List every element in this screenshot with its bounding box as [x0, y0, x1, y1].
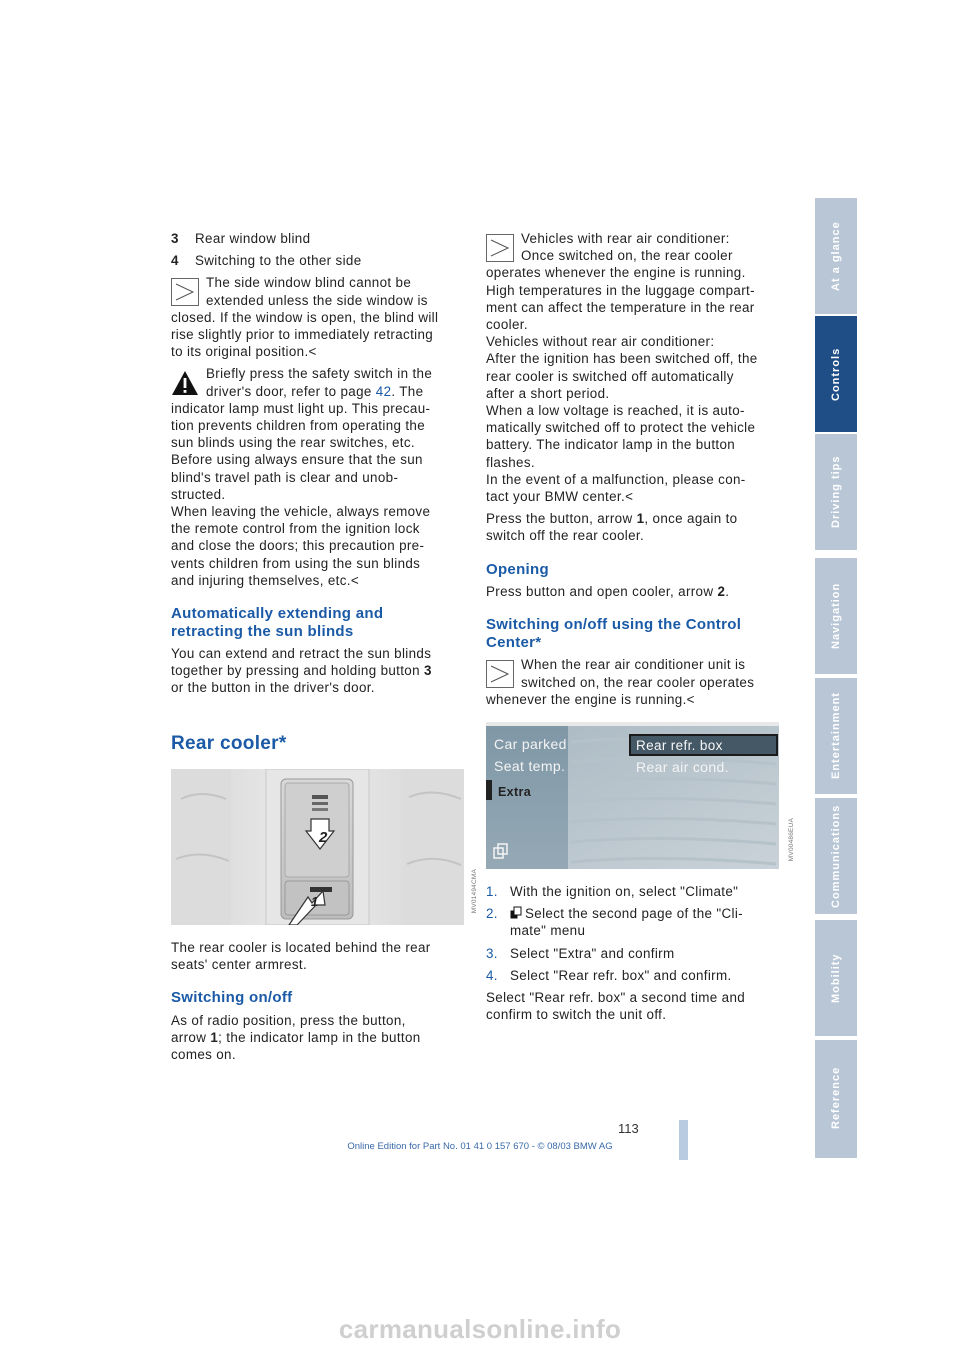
paragraph-text: comes on.	[171, 1046, 236, 1062]
step-number: 3.	[486, 945, 498, 961]
paragraph-text: As of radio position, press the button,	[171, 1012, 406, 1028]
paragraph	[486, 510, 778, 544]
step-text: mate" menu	[510, 923, 586, 939]
warning-text: structed.	[171, 486, 226, 502]
tab-mobility[interactable]	[815, 920, 857, 1038]
warning-text: sun blinds using the rear switches, etc.	[171, 435, 415, 451]
step-text: Select the second page of the "Cli-	[525, 906, 743, 922]
tab-controls[interactable]	[815, 316, 857, 434]
image-code: MV00486EUA	[788, 817, 795, 862]
tab-entertainment[interactable]	[815, 678, 857, 796]
page-number-bar	[679, 1120, 688, 1160]
step-text: Select "Rear refr. box" and confirm.	[510, 967, 732, 983]
warning-text: vents children from using the sun blinds	[171, 555, 421, 571]
paragraph	[486, 583, 778, 600]
list-item	[486, 945, 778, 962]
warning-block	[171, 365, 463, 589]
list-item	[171, 252, 463, 269]
note-arrow-icon	[171, 278, 199, 306]
note-text: Once switched on, the rear cooler	[521, 248, 733, 264]
note-block	[486, 656, 778, 708]
step-text: Select "Extra" and confirm	[510, 945, 675, 961]
tab-label: Driving tips	[830, 455, 842, 529]
warning-text: and injuring themselves, etc.<	[171, 572, 360, 588]
tab-label: Entertainment	[830, 692, 842, 780]
paragraph-text: Press the button, arrow	[486, 511, 637, 527]
list-number: 4	[171, 253, 179, 269]
note-text: closed. If the window is open, the blind will	[171, 309, 439, 325]
page-reference-link[interactable]: 42	[375, 383, 392, 399]
paragraph-text	[486, 510, 778, 527]
tab-at-a-glance[interactable]	[815, 198, 857, 316]
warning-text: tion prevents children from operating the	[171, 418, 426, 434]
note-text: switched on, the rear cooler operates	[521, 674, 755, 690]
image-code: MV01494CMA	[471, 868, 478, 913]
page-number: 113	[618, 1121, 639, 1136]
note-text: cooler.	[486, 317, 528, 333]
paragraph	[171, 645, 463, 697]
arrow-label-1: 1	[311, 893, 319, 909]
tab-driving-tips[interactable]	[815, 434, 857, 552]
paragraph-text: seats' center armrest.	[171, 956, 308, 972]
list-item	[486, 967, 778, 984]
note-text: flashes.	[486, 454, 535, 470]
list-text: Rear window blind	[195, 231, 311, 246]
list-item	[486, 883, 778, 900]
warning-text: the remote control from the ignition lock	[171, 521, 420, 537]
paragraph-text: confirm to switch the unit off.	[486, 1007, 667, 1023]
note-arrow-icon	[486, 234, 514, 262]
paragraph-text	[171, 662, 463, 679]
tab-label: Controls	[830, 347, 842, 401]
paragraph-text: switch off the rear cooler.	[486, 528, 645, 544]
watermark: carmanualsonline.info	[338, 1314, 622, 1344]
rear-cooler-illustration	[171, 769, 464, 925]
list-number: 3	[171, 231, 179, 246]
paragraph-text: You can extend and retract the sun blinds	[171, 646, 432, 662]
section-heading: Opening	[486, 560, 549, 578]
rear-cooler-image	[171, 769, 478, 925]
step-text	[510, 905, 743, 939]
paragraph-text: The rear cooler is located behind the rear	[171, 939, 431, 955]
note-text: to its original position.<	[171, 344, 317, 360]
paragraph	[171, 939, 463, 973]
step-number: 2.	[486, 906, 498, 922]
note-arrow-icon	[486, 660, 514, 688]
left-column	[171, 230, 478, 1068]
step-number: 1.	[486, 883, 498, 899]
note-text: extended unless the side window is	[206, 292, 428, 308]
control-center-screenshot	[486, 722, 779, 869]
note-text: In the event of a malfunction, please con-	[486, 471, 746, 487]
warning-text-ref-line	[171, 383, 463, 400]
paragraph-text: Press button and open cooler, arrow	[486, 584, 718, 600]
bold-ref: 1	[210, 1029, 219, 1045]
paragraph-text: together by pressing and holding button	[171, 663, 424, 679]
note-text: The side window blind cannot be	[206, 275, 412, 291]
section-heading	[171, 605, 463, 640]
note-text: whenever the engine is running.<	[486, 691, 695, 707]
chapter-sidebar	[815, 198, 857, 1160]
note-text: matically switched off to protect the vehicle	[486, 420, 756, 436]
bold-ref: 2	[717, 584, 726, 600]
note-text: rear cooler is switched off automatically	[486, 368, 734, 384]
bold-ref: 3	[423, 663, 432, 679]
note-text: When a low voltage is reached, it is auto-	[486, 403, 745, 419]
heading-line: Center*	[486, 633, 542, 651]
heading-line: Switching on/off using the Control	[486, 616, 742, 634]
warning-text: blind's travel path is clear and unob-	[171, 469, 399, 485]
section-heading: Switching on/off	[171, 989, 293, 1007]
note-text: operates whenever the engine is running.	[486, 265, 746, 281]
warning-triangle-icon	[171, 369, 199, 397]
warning-text: and close the doors; this precaution pre-	[171, 538, 425, 554]
chapter-heading: Rear cooler*	[171, 732, 287, 754]
warning-text: When leaving the vehicle, always remove	[171, 504, 431, 520]
paragraph-text: arrow	[171, 1029, 211, 1045]
tab-label: At a glance	[830, 221, 842, 291]
list-item	[171, 230, 463, 247]
note-text: After the ignition has been switched off, the	[486, 351, 758, 367]
paragraph	[171, 1012, 463, 1064]
tab-label: Navigation	[830, 582, 842, 650]
menu-item-seat-temp[interactable]: Seat temp.	[494, 757, 566, 774]
note-text: rise slightly prior to immediately retracting	[171, 327, 434, 343]
note-text: Vehicles with rear air conditioner:	[521, 231, 730, 246]
paragraph	[486, 989, 778, 1023]
heading-line: retracting the sun blinds	[171, 622, 354, 640]
heading-line: Automatically extending and	[171, 605, 384, 623]
note-text: Vehicles without rear air conditioner:	[486, 334, 715, 350]
right-column	[486, 230, 795, 1028]
tab-communications[interactable]	[815, 798, 857, 916]
warning-text: Briefly press the safety switch in the	[206, 366, 433, 382]
menu-item-extra[interactable]: Extra	[498, 784, 532, 799]
warning-text: Before using always ensure that the sun	[171, 452, 423, 468]
note-text: battery. The indicator lamp in the button	[486, 437, 736, 453]
tab-label: Communications	[830, 804, 842, 908]
menu-item-car-parked[interactable]: Car parked	[494, 735, 567, 752]
warning-text: indicator lamp must light up. This precau-	[171, 400, 431, 416]
note-text: High temperatures in the luggage compart-	[486, 282, 755, 298]
warning-text: driver's door, refer to page	[206, 383, 376, 399]
note-block	[486, 230, 778, 505]
bold-ref: 1	[636, 511, 645, 527]
section-heading	[486, 616, 778, 651]
step-text: With the ignition on, select "Climate"	[510, 883, 739, 899]
footer-text: Online Edition for Part No. 01 41 0 157 670 - © 08/03 BMW AG	[347, 1141, 613, 1152]
tab-navigation[interactable]	[815, 558, 857, 676]
tab-label: Reference	[830, 1066, 842, 1130]
paragraph-text: Select "Rear refr. box" a second time and	[486, 989, 746, 1005]
paragraph-text: , once again to	[644, 511, 738, 527]
note-block	[171, 274, 463, 360]
note-text: after a short period.	[486, 385, 610, 401]
note-text: ment can affect the temperature in the rear	[486, 299, 755, 315]
paragraph-text: .	[725, 584, 730, 600]
paragraph-text: ; the indicator lamp in the button	[218, 1029, 421, 1045]
paragraph-text: or the button in the driver's door.	[171, 680, 375, 696]
note-text: tact your BMW center.<	[486, 489, 634, 505]
control-center-screen	[486, 722, 795, 869]
note-text: When the rear air conditioner unit is	[521, 657, 746, 673]
list-text: Switching to the other side	[195, 253, 362, 269]
option-rear-air-cond[interactable]: Rear air cond.	[636, 758, 729, 775]
warning-text: . The	[391, 383, 424, 399]
paragraph-text	[171, 1029, 463, 1046]
step-number: 4.	[486, 967, 498, 983]
arrow-label-2: 2	[319, 828, 328, 846]
list-item	[486, 905, 778, 939]
tab-label: Mobility	[830, 953, 842, 1003]
steps-list	[486, 883, 778, 984]
page-icon	[510, 906, 522, 919]
option-rear-refr-box[interactable]: Rear refr. box	[636, 737, 723, 753]
